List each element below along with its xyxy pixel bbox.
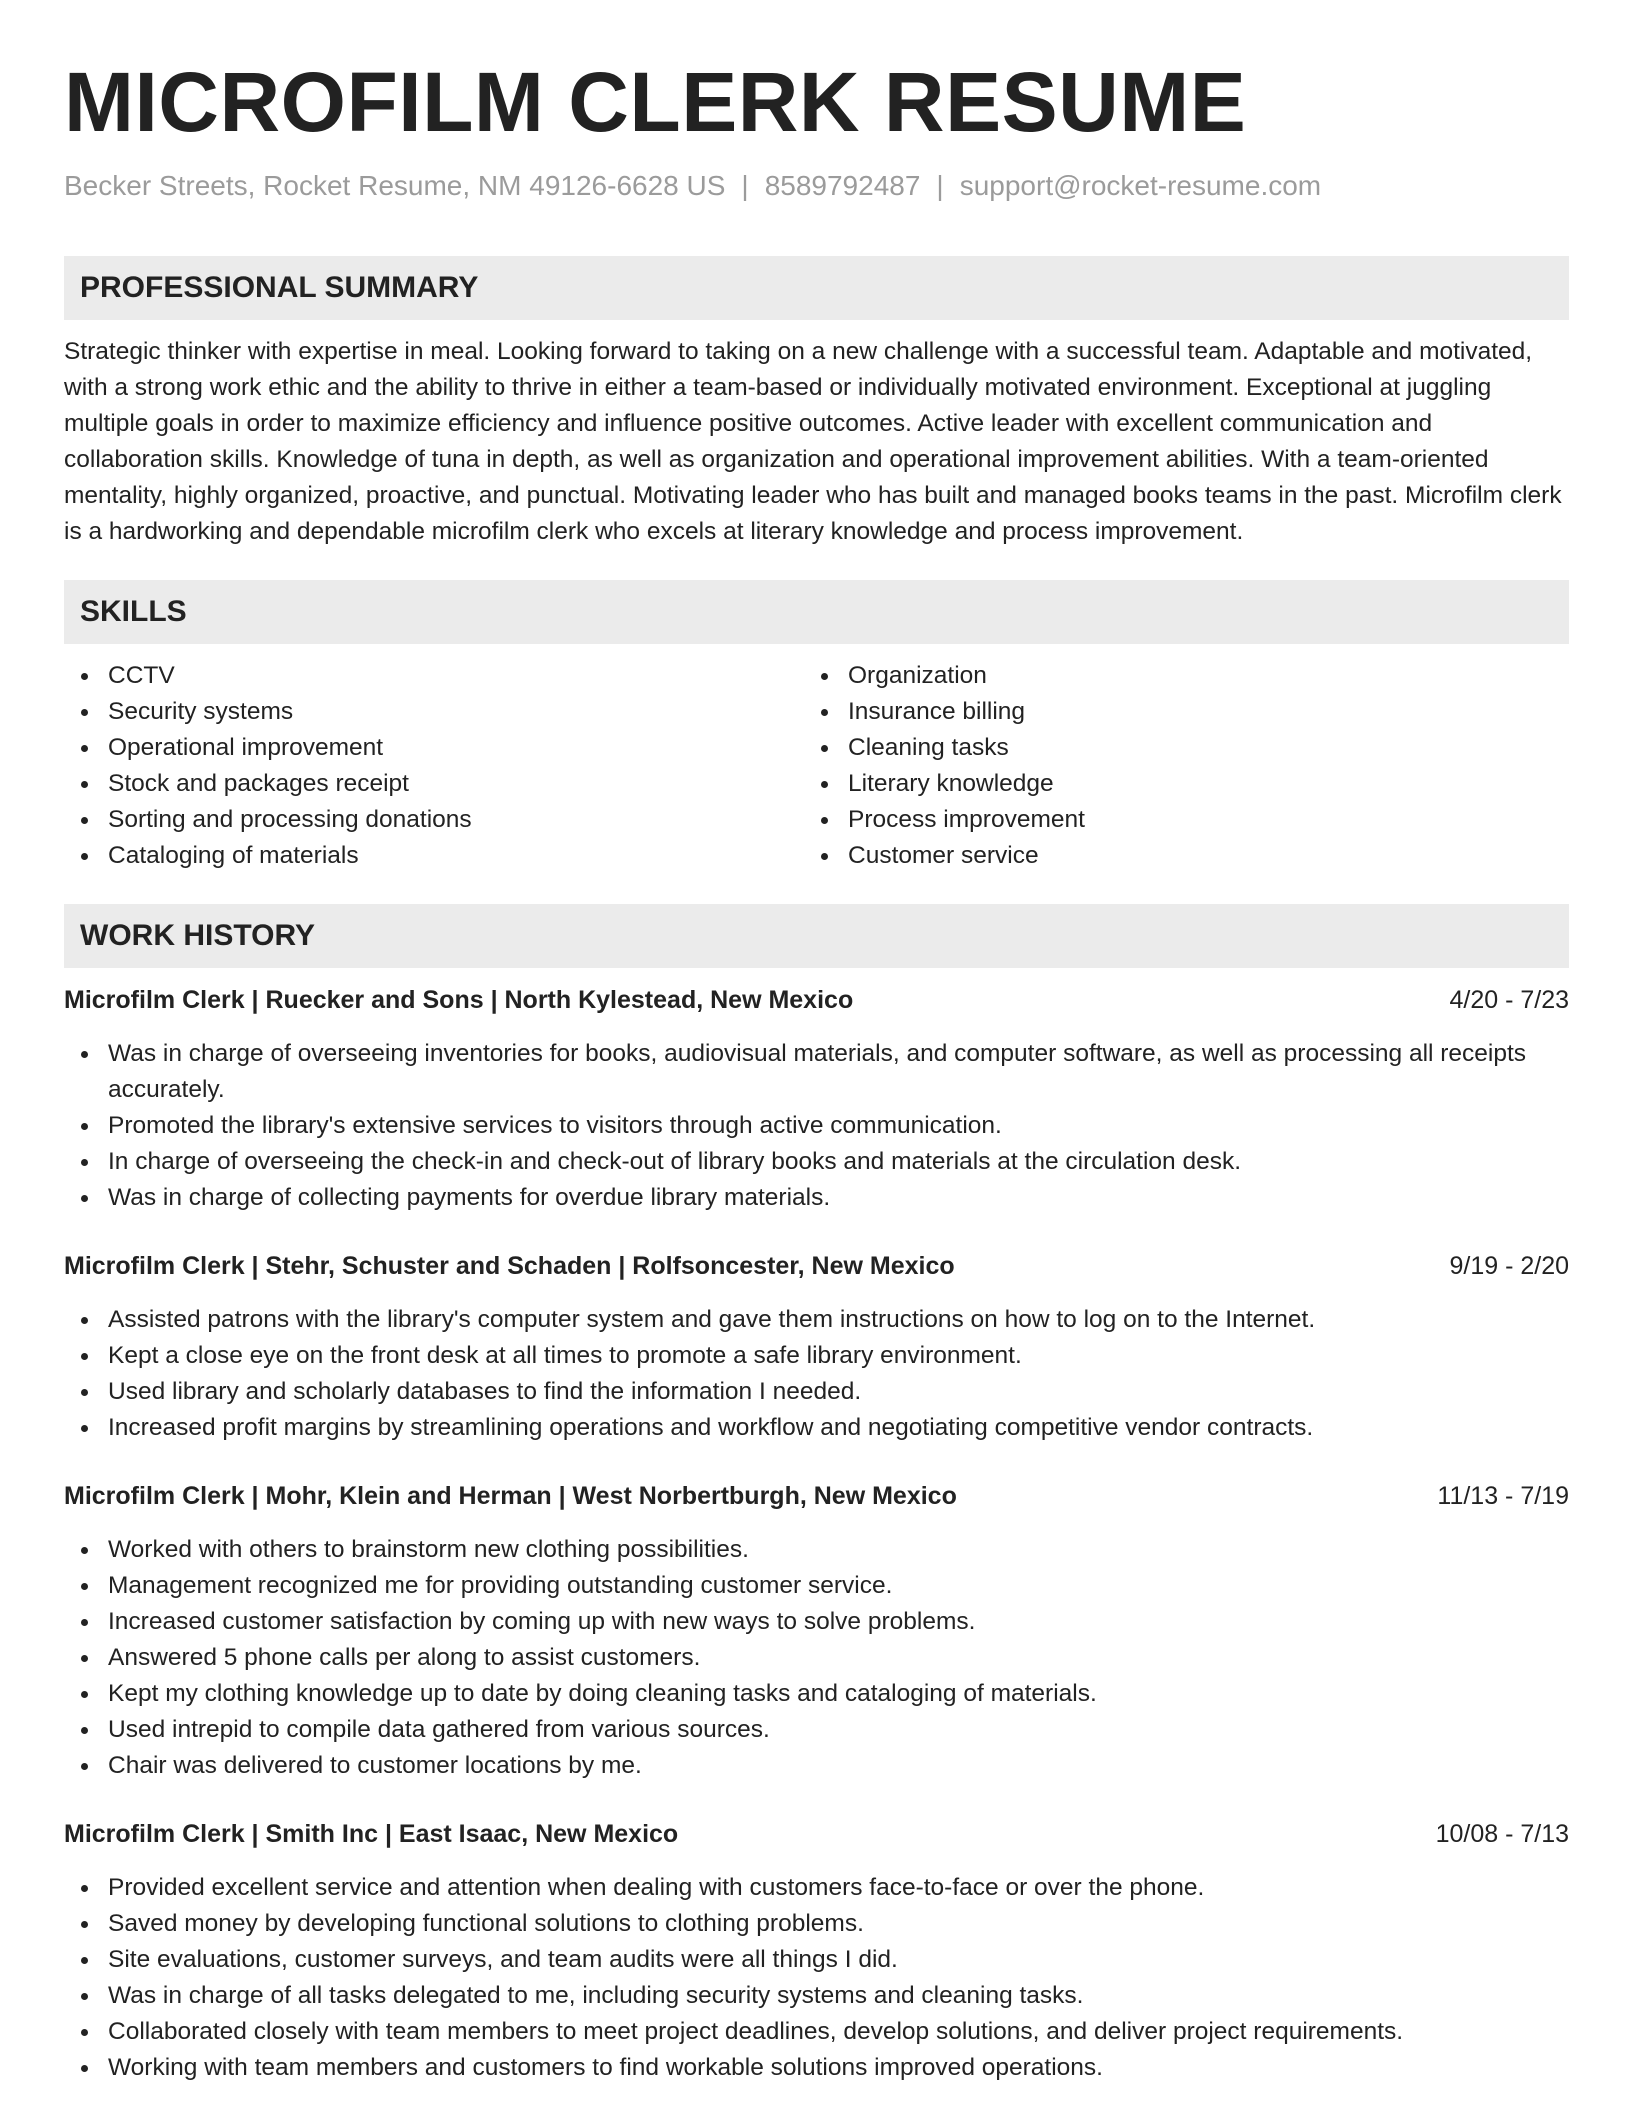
job-title: Microfilm Clerk | Mohr, Klein and Herman | West Norbertburgh, New Mexico xyxy=(64,1482,957,1510)
skill-item: Organization xyxy=(804,658,1544,694)
job-bullets xyxy=(64,1532,1569,1784)
resume-title: MICROFILM CLERK RESUME xyxy=(64,55,1247,149)
job-entry xyxy=(64,1248,1569,1446)
job-title: Microfilm Clerk | Ruecker and Sons | North Kylestead, New Mexico xyxy=(64,986,854,1014)
skill-item: Stock and packages receipt xyxy=(64,766,804,802)
skills-column-right xyxy=(804,658,1544,874)
skill-item: Process improvement xyxy=(804,802,1544,838)
contact-separator: | xyxy=(936,170,944,201)
contact-line xyxy=(64,168,1569,204)
contact-address: Becker Streets, Rocket Resume, NM 49126-6628 US xyxy=(64,170,726,201)
job-header xyxy=(64,1478,1569,1514)
job-bullet: Was in charge of all tasks delegated to me, including security systems and cleaning tasks. xyxy=(64,1978,1569,2014)
job-bullet: Increased customer satisfaction by coming up with new ways to solve problems. xyxy=(64,1604,1569,1640)
skills-column-left xyxy=(64,658,804,874)
job-title: Microfilm Clerk | Stehr, Schuster and Schaden | Rolfsoncester, New Mexico xyxy=(64,1252,955,1280)
job-bullets xyxy=(64,1036,1569,1216)
skills-grid xyxy=(64,658,1569,874)
job-bullet: Increased profit margins by streamlining operations and workflow and negotiating competitive vendor contracts. xyxy=(64,1410,1569,1446)
job-bullet: Was in charge of collecting payments for overdue library materials. xyxy=(64,1180,1569,1216)
job-bullet: Provided excellent service and attention when dealing with customers face-to-face or over the phone. xyxy=(64,1870,1569,1906)
section-header-work-history: WORK HISTORY xyxy=(64,904,1569,968)
job-header xyxy=(64,1248,1569,1284)
skill-item: Literary knowledge xyxy=(804,766,1544,802)
job-bullet: Kept my clothing knowledge up to date by doing cleaning tasks and cataloging of materials. xyxy=(64,1676,1569,1712)
job-bullet: Saved money by developing functional solutions to clothing problems. xyxy=(64,1906,1569,1942)
job-title: Microfilm Clerk | Smith Inc | East Isaac, New Mexico xyxy=(64,1820,679,1848)
work-history-list xyxy=(64,982,1569,2086)
job-entry xyxy=(64,1816,1569,2086)
skill-item: Security systems xyxy=(64,694,804,730)
summary-text: Strategic thinker with expertise in meal. Looking forward to taking on a new challenge with a successful team. Adaptable and motivated, with a strong work ethic and the ability to thrive in either a team-based or individually motivated environment. Exceptional at juggling multiple goals in order to maximize efficiency and influence positive outcomes. Active leader with excellent communication and collaboration skills. Knowledge of tuna in depth, as well as organization and operational improvement abilities. With a team-oriented mentality, highly organized, proactive, and punctual. Motivating leader who has built and managed books teams in the past. Microfilm clerk is a hardworking and dependable microfilm clerk who excels at literary knowledge and process improvement. xyxy=(64,338,1562,545)
job-entry xyxy=(64,982,1569,1216)
job-bullet: Management recognized me for providing outstanding customer service. xyxy=(64,1568,1569,1604)
job-bullet: Worked with others to brainstorm new clothing possibilities. xyxy=(64,1532,1569,1568)
job-bullets xyxy=(64,1302,1569,1446)
job-dates: 4/20 - 7/23 xyxy=(1449,986,1569,1014)
job-bullet: Kept a close eye on the front desk at all times to promote a safe library environment. xyxy=(64,1338,1569,1374)
job-header xyxy=(64,982,1569,1018)
job-bullet: Assisted patrons with the library's computer system and gave them instructions on how to log on to the Internet. xyxy=(64,1302,1569,1338)
job-bullet: Used library and scholarly databases to find the information I needed. xyxy=(64,1374,1569,1410)
job-bullet: Working with team members and customers to find workable solutions improved operations. xyxy=(64,2050,1569,2086)
contact-phone: 8589792487 xyxy=(764,170,921,201)
job-bullet: Was in charge of overseeing inventories for books, audiovisual materials, and computer software, as well as processing all receipts accurately. xyxy=(64,1036,1569,1108)
job-bullets xyxy=(64,1870,1569,2086)
skill-item: Customer service xyxy=(804,838,1544,874)
job-bullet: Answered 5 phone calls per along to assist customers. xyxy=(64,1640,1569,1676)
job-dates: 10/08 - 7/13 xyxy=(1435,1820,1569,1848)
job-dates: 9/19 - 2/20 xyxy=(1449,1252,1569,1280)
section-header-summary: PROFESSIONAL SUMMARY xyxy=(64,256,1569,320)
job-bullet: In charge of overseeing the check-in and check-out of library books and materials at the circulation desk. xyxy=(64,1144,1569,1180)
section-header-skills: SKILLS xyxy=(64,580,1569,644)
skill-item: Cataloging of materials xyxy=(64,838,804,874)
job-bullet: Chair was delivered to customer locations by me. xyxy=(64,1748,1569,1784)
job-bullet: Promoted the library's extensive services to visitors through active communication. xyxy=(64,1108,1569,1144)
job-dates: 11/13 - 7/19 xyxy=(1437,1482,1569,1510)
skill-item: Insurance billing xyxy=(804,694,1544,730)
job-bullet: Collaborated closely with team members to meet project deadlines, develop solutions, and deliver project requirements. xyxy=(64,2014,1569,2050)
contact-separator: | xyxy=(741,170,749,201)
skill-item: Operational improvement xyxy=(64,730,804,766)
skill-item: Cleaning tasks xyxy=(804,730,1544,766)
job-bullet: Site evaluations, customer surveys, and team audits were all things I did. xyxy=(64,1942,1569,1978)
contact-email: support@rocket-resume.com xyxy=(959,170,1322,201)
job-bullet: Used intrepid to compile data gathered from various sources. xyxy=(64,1712,1569,1748)
skill-item: Sorting and processing donations xyxy=(64,802,804,838)
job-entry xyxy=(64,1478,1569,1784)
skill-item: CCTV xyxy=(64,658,804,694)
job-header xyxy=(64,1816,1569,1852)
